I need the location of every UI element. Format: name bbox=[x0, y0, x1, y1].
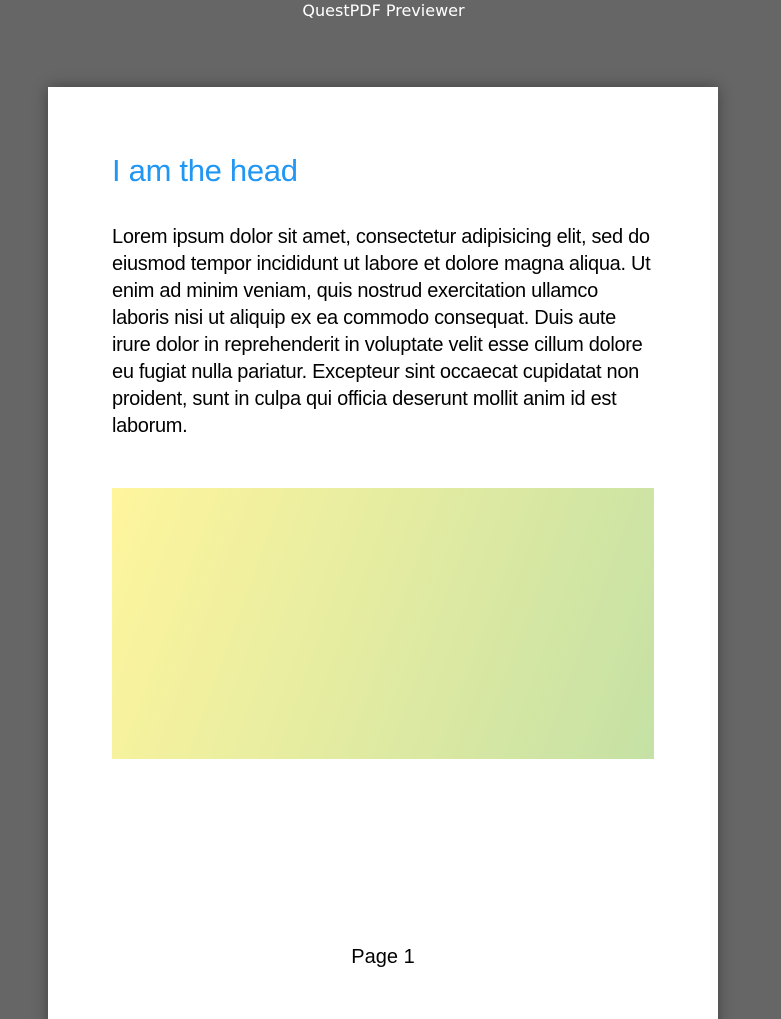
page-heading: I am the head bbox=[112, 153, 298, 188]
page-number-footer bbox=[48, 942, 718, 972]
lorem-paragraph: Lorem ipsum dolor sit amet, consectetur adipisicing elit, sed do eiusmod tempor incididunt ut labore et dolore magna aliqua. Ut enim ad minim veniam, quis nostrud exercitation ullamco laboris nisi ut aliquip ex ea commodo consequat. Duis aute irure dolor in reprehenderit in voluptate velit esse cillum dolore eu fugiat nulla pariatur. Excepteur sint occaecat cupidatat non proident, sunt in culpa qui officia deserunt mollit anim id est laborum. bbox=[112, 226, 651, 437]
gradient-placeholder-box bbox=[112, 488, 654, 759]
page-number-value: 1 bbox=[403, 946, 415, 968]
window-title: QuestPDF Previewer bbox=[302, 1, 465, 20]
page-number-label: Page bbox=[351, 946, 404, 968]
document-page[interactable] bbox=[48, 87, 718, 1019]
